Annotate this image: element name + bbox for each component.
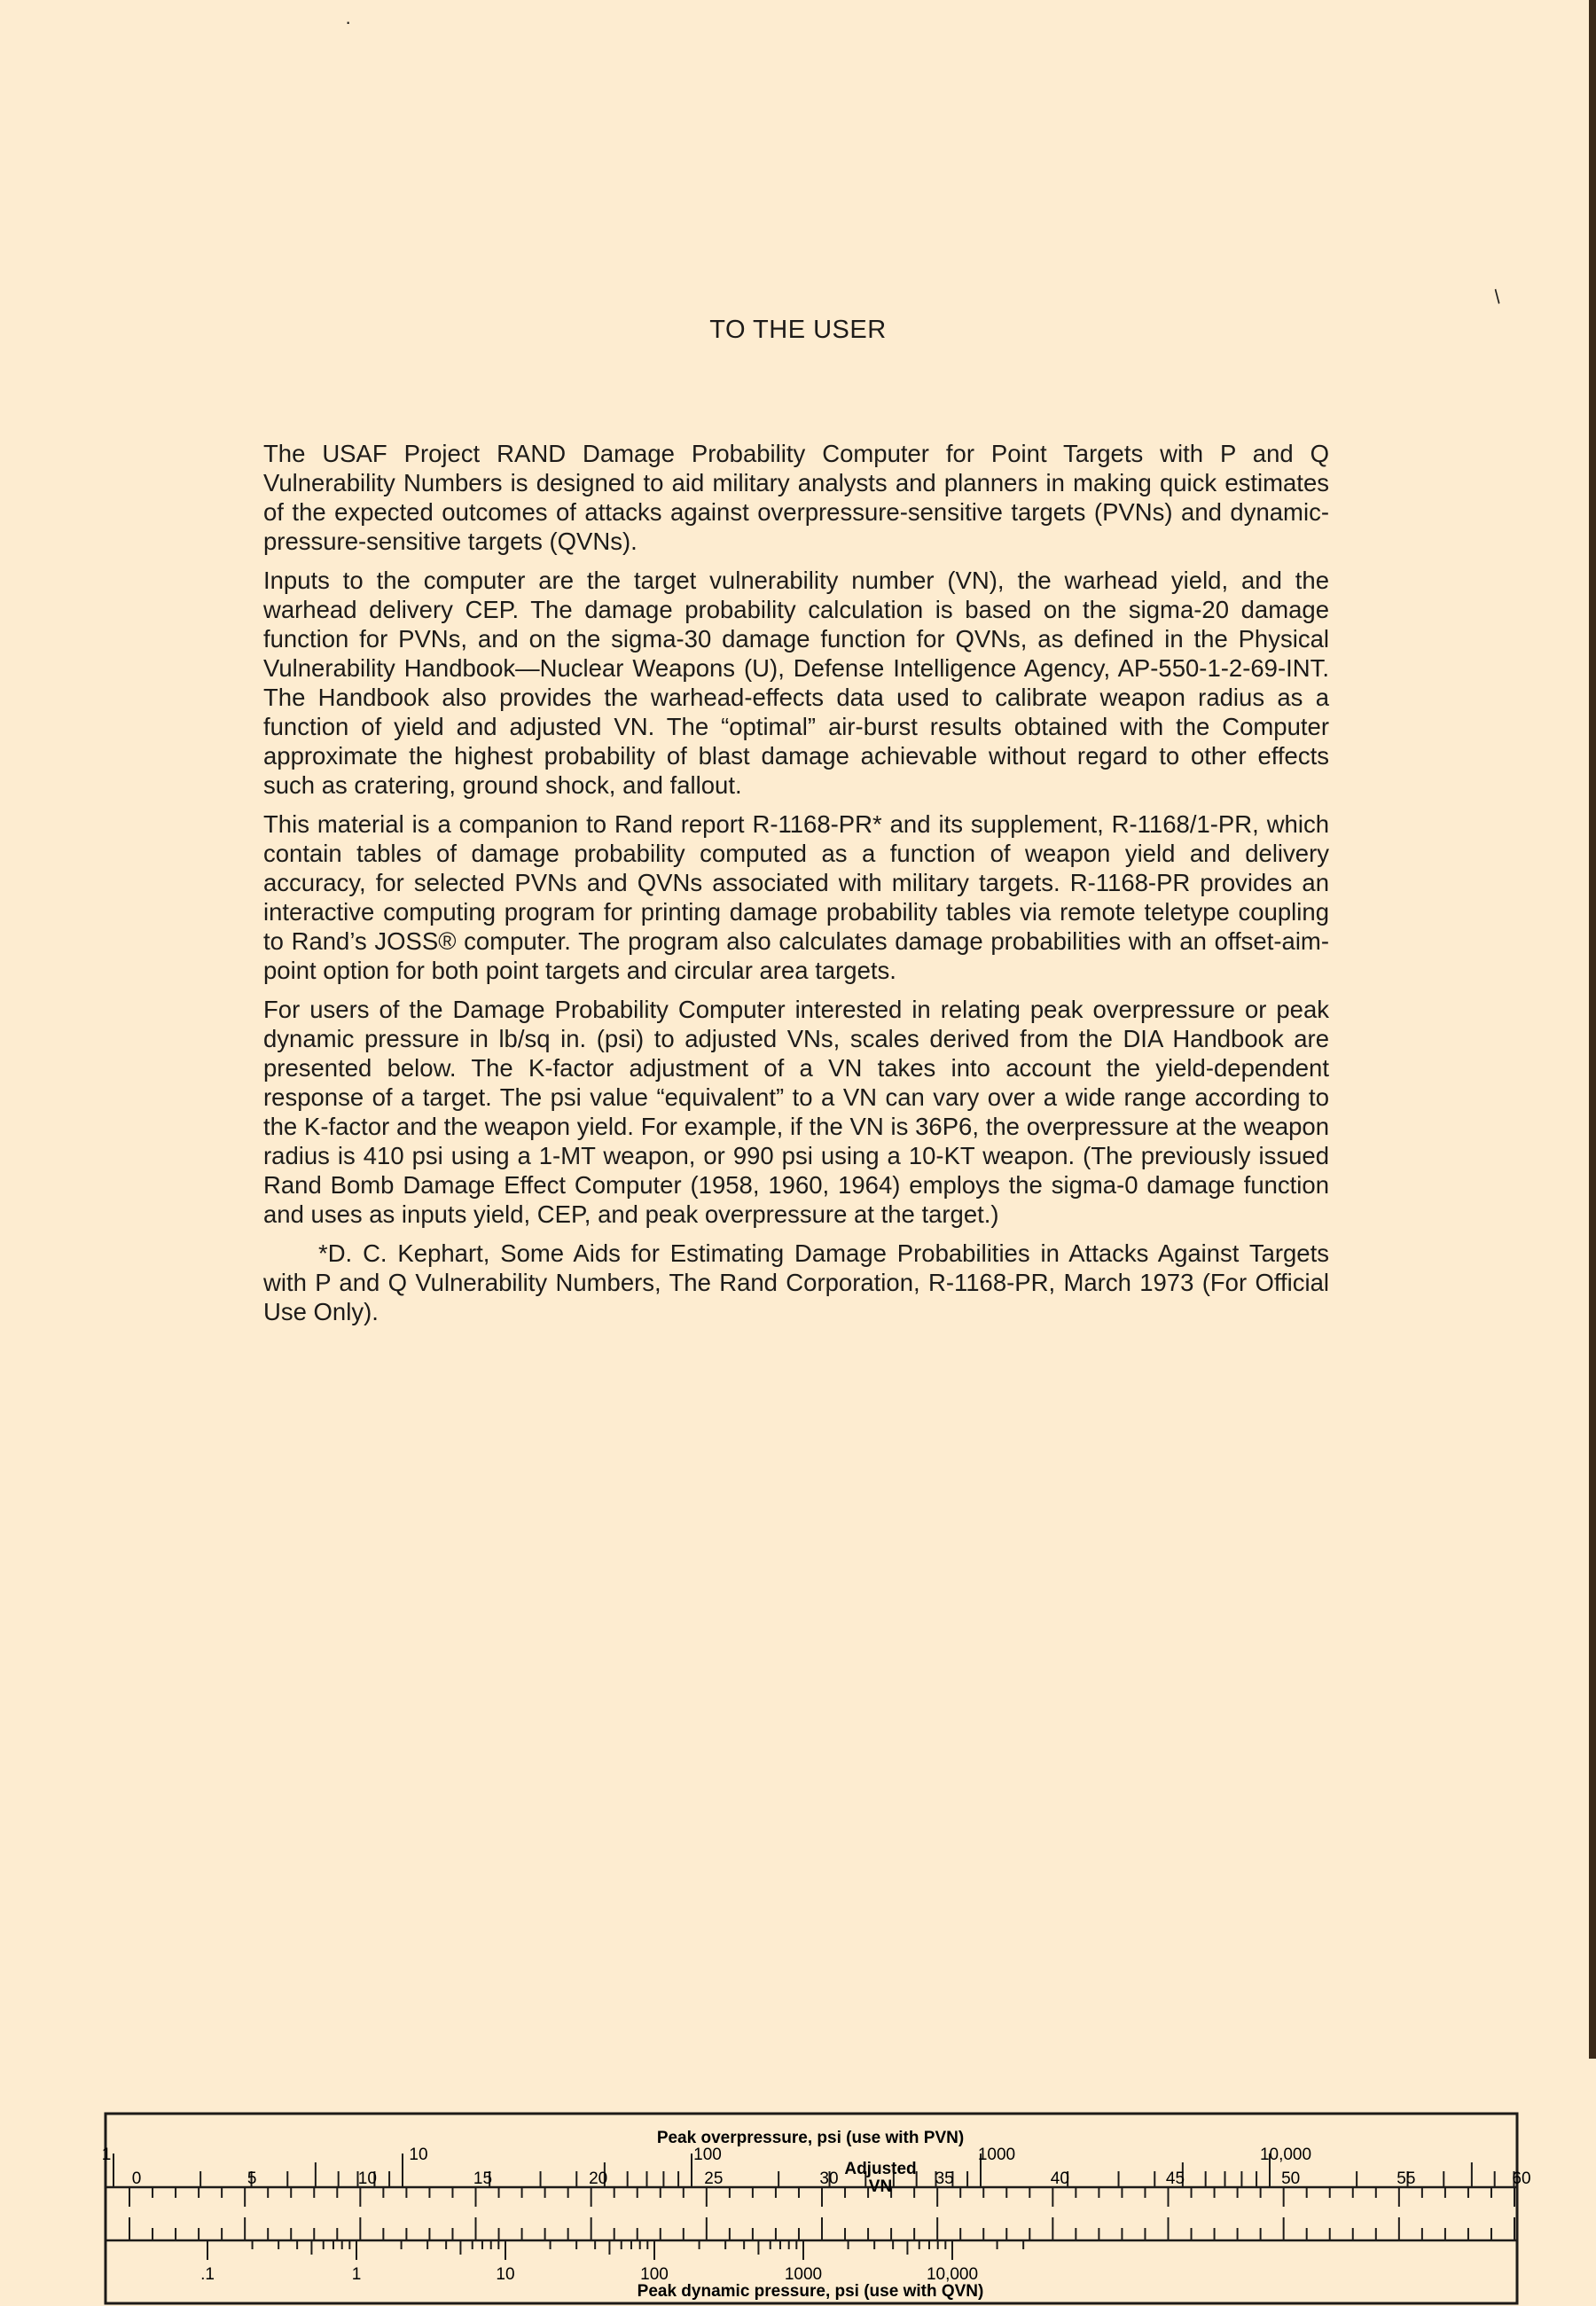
vn-tick-label-60: 60 — [1512, 2169, 1531, 2188]
dynamic-pressure-tick-label-1000: 1000 — [784, 2265, 823, 2284]
adjusted-vn-ticks — [129, 2169, 1531, 2240]
pen-mark: / — [1489, 285, 1506, 308]
overpressure-tick-label-1000: 1000 — [977, 2146, 1016, 2164]
dynamic-pressure-scale-title: Peak dynamic pressure, psi (use with QVN) — [637, 2282, 984, 2301]
vn-tick-label-0: 0 — [131, 2169, 142, 2188]
vn-tick-label-5: 5 — [246, 2169, 257, 2188]
dynamic-pressure-tick-label-10000: 10,000 — [926, 2265, 979, 2284]
overpressure-ticks — [102, 2146, 1514, 2187]
dynamic-pressure-tick-label-1: 1 — [351, 2265, 362, 2284]
overpressure-tick-label-10000: 10,000 — [1259, 2146, 1312, 2164]
adjusted-vn-label-line1: Adjusted — [844, 2160, 917, 2178]
vn-tick-label-25: 25 — [704, 2169, 724, 2188]
vn-tick-label-20: 20 — [589, 2169, 608, 2188]
vn-tick-label-35: 35 — [935, 2169, 954, 2188]
vn-tick-label-45: 45 — [1165, 2169, 1185, 2188]
conversion-scales — [101, 2113, 1531, 2306]
dynamic-pressure-tick-label-100: 100 — [640, 2265, 669, 2284]
paragraph-companion: This material is a companion to Rand report R-1168-PR* and its supplement, R-1168/1-PR, which contain tables of damage probability computed as a function of weapon yield and delivery accuracy, for selected PVNs and QVNs associated with military targets. R-1168-PR provides an interactive computing program for printing damage probability tables via remote teletype coupling to Rand’s JOSS® computer. The program also calculates damage probabilities with an offset-aim-point option for both point targets and circular area targets. — [263, 810, 1329, 984]
dynamic-pressure-tick-label-10: 10 — [496, 2265, 515, 2284]
vn-tick-label-40: 40 — [1050, 2169, 1069, 2188]
dynamic-pressure-ticks — [200, 2240, 1023, 2284]
paragraph-intro: The USAF Project RAND Damage Probability Computer for Point Targets with P and Q Vulnerability Numbers is designed to aid military analysts and planners in making quick estimates of the expected outcomes of attacks against overpressure-sensitive targets (PVNs) and dynamic-pressure-sensitive targets (QVNs). — [263, 440, 1329, 555]
paragraph-scales: For users of the Damage Probability Computer interested in relating peak overpressure or peak dynamic pressure in lb/sq in. (psi) to adjusted VNs, scales derived from the DIA Handbook are presented below. The K-factor adjustment of a VN takes into account the yield-dependent response of a target. The psi value “equivalent” to a VN can vary over a wide range according to the K-factor and the weapon yield. For example, if the VN is 36P6, the overpressure at the weapon radius is 410 psi using a 1-MT weapon, or 990 psi using a 10-KT weapon. (The previously issued Rand Bomb Damage Effect Computer (1958, 1960, 1964) employs the sigma-0 damage function and uses as inputs yield, CEP, and peak overpressure at the target.) — [263, 996, 1329, 1228]
vn-tick-label-15: 15 — [473, 2169, 493, 2188]
vn-tick-label-10: 10 — [357, 2169, 377, 2188]
overpressure-tick-label-100: 100 — [693, 2146, 722, 2164]
overpressure-tick-label-1: 1 — [101, 2146, 112, 2164]
body-text — [263, 439, 1329, 1336]
vn-tick-label-50: 50 — [1281, 2169, 1301, 2188]
vn-tick-label-30: 30 — [819, 2169, 839, 2188]
adjusted-vn-label-line2: VN — [868, 2177, 893, 2196]
paragraph-inputs: Inputs to the computer are the target vulnerability number (VN), the warhead yield, and the warhead delivery CEP. The damage probability calculation is based on the sigma-20 damage function for PVNs, and on the sigma-30 damage function for QVNs, as defined in the Physical Vulnerability Handbook—Nuclear Weapons (U), Defense Intelligence Agency, AP-550-1-2-69-INT. The Handbook also provides the warhead-effects data used to calibrate weapon radius as a function of yield and adjusted VN. The “optimal” air-burst results obtained with the Computer approximate the highest probability of blast damage achievable without regard to other effects such as cratering, ground shock, and fallout. — [263, 567, 1329, 799]
overpressure-scale-title: Peak overpressure, psi (use with PVN) — [656, 2129, 965, 2147]
dynamic-pressure-tick-label-p1: .1 — [200, 2265, 215, 2284]
footnote: *D. C. Kephart, Some Aids for Estimating Damage Probabilities in Attacks Against Targets with P and Q Vulnerability Numbers, The Rand Corporation, R-1168-PR, March 1973 (For Official Use Only). — [263, 1239, 1329, 1325]
page-edge — [1589, 0, 1596, 2059]
page-title: TO THE USER — [709, 316, 887, 344]
vn-tick-label-55: 55 — [1396, 2169, 1416, 2188]
speck-mark: · — [345, 11, 352, 33]
overpressure-tick-label-10: 10 — [409, 2146, 428, 2164]
